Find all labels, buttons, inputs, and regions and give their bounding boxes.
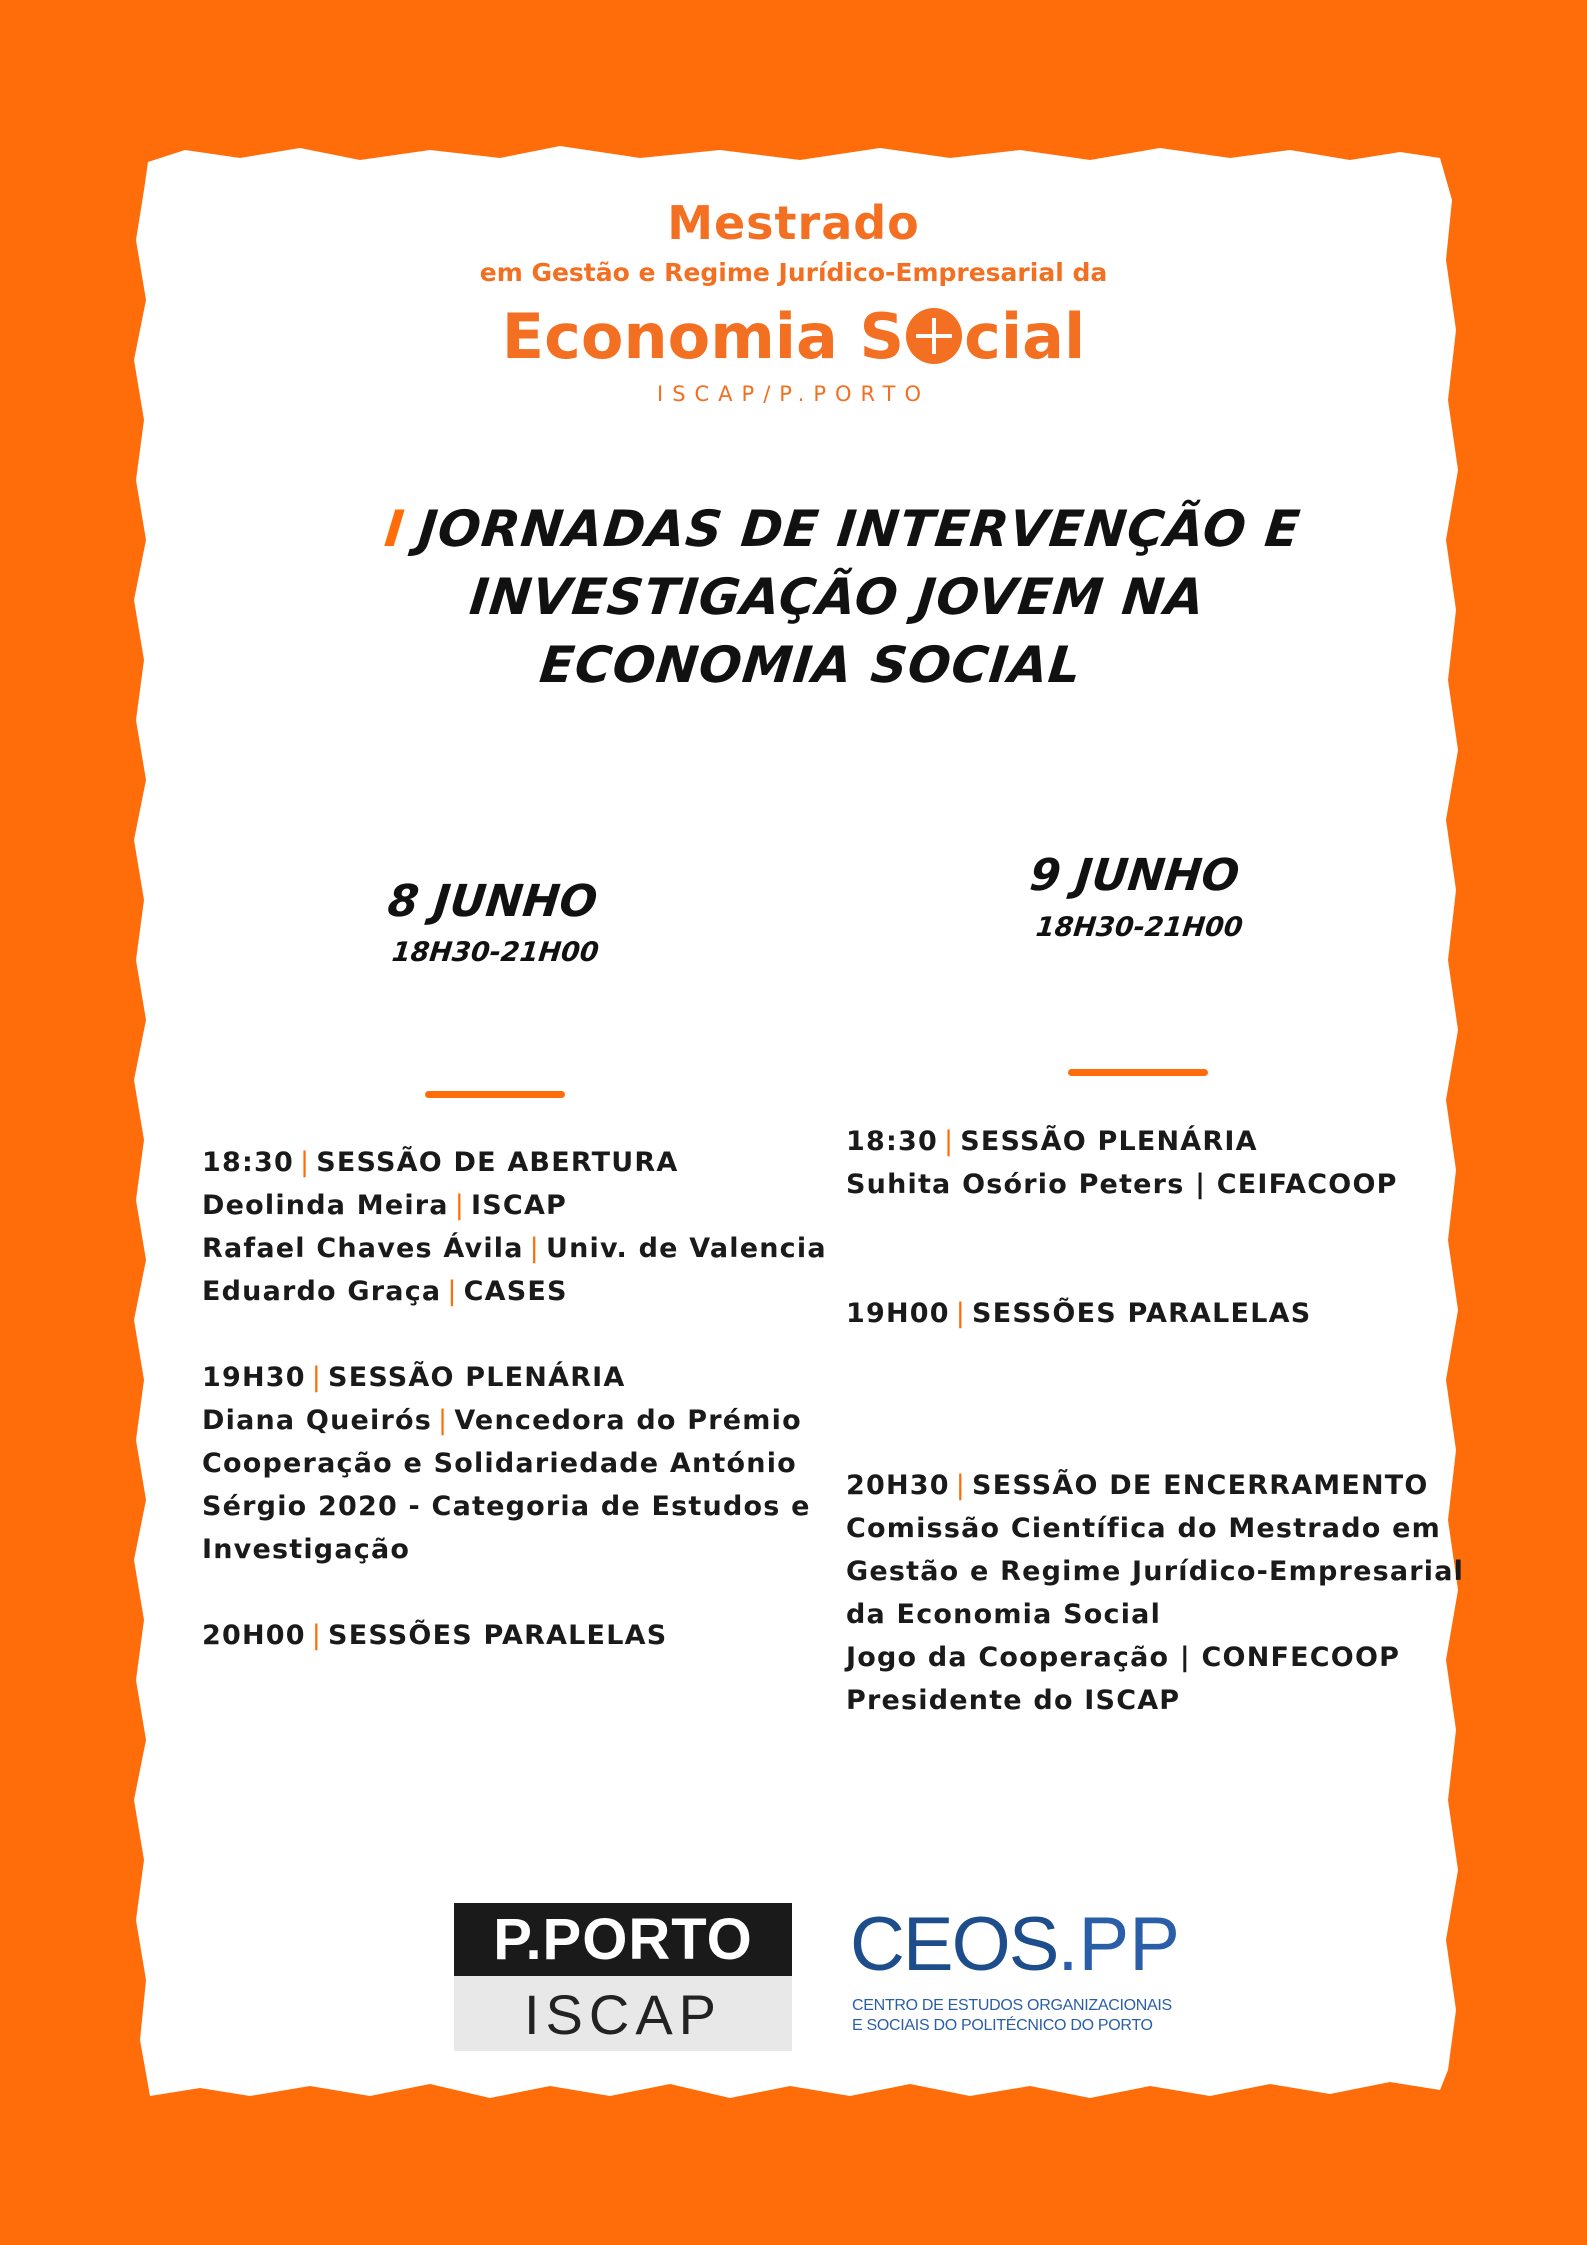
speaker-row: [202, 1227, 827, 1270]
header-social-text: cial: [964, 300, 1086, 373]
spacer: [846, 1206, 1464, 1292]
schedule-session-row: [846, 1120, 1464, 1163]
speaker-row: [202, 1270, 827, 1313]
speaker-org: Vencedora do Prémio: [454, 1405, 802, 1436]
pporto-iscap-logo: [454, 1903, 792, 2051]
day2-schedule: [846, 1120, 1464, 1722]
header-economia-text: Economia S: [501, 300, 905, 373]
session-time: 18:30: [846, 1126, 938, 1157]
ceos-pp-logo: [850, 1902, 1180, 2045]
day1-divider: [425, 1091, 565, 1098]
header-economia-social: [0, 300, 1587, 373]
schedule-session-row: [202, 1614, 827, 1657]
speaker-org: ISCAP: [471, 1190, 568, 1221]
speaker-description: da Economia Social: [846, 1599, 1162, 1630]
speaker-description: Investigação: [202, 1534, 411, 1565]
spacer: [846, 1335, 1464, 1464]
ceos-logo-name: CEOS: [850, 1902, 1058, 1987]
session-time: 19H00: [846, 1298, 950, 1329]
speaker-description: Cooperação e Solidariedade António: [202, 1448, 797, 1479]
speaker-name: Diana Queirós: [202, 1405, 433, 1436]
header-institution: ISCAP/P.PORTO: [657, 382, 930, 406]
session-time: 20H30: [846, 1470, 950, 1501]
event-title-line-3: ECONOMIA SOCIAL: [536, 636, 1085, 694]
session-title: SESSÃO PLENÁRIA: [960, 1126, 1258, 1157]
day1-time: 18H30-21H00: [390, 937, 601, 968]
day2-date: 9 JUNHO: [1027, 850, 1242, 901]
session-title: SESSÃO DE ABERTURA: [316, 1147, 679, 1178]
separator: |: [438, 1405, 449, 1436]
speaker-row: Jogo da Cooperação | CONFECOOP: [846, 1642, 1401, 1673]
day2-time: 18H30-21H00: [1034, 912, 1245, 943]
separator: |: [311, 1620, 323, 1651]
event-title-line-2: INVESTIGAÇÃO JOVEM NA: [466, 568, 1208, 626]
speaker-description: Sérgio 2020 - Categoria de Estudos e: [202, 1491, 811, 1522]
speaker-name: Rafael Chaves Ávila: [202, 1233, 524, 1264]
event-title-line-1-text: JORNADAS DE INTERVENÇÃO E: [415, 500, 1304, 558]
schedule-session-row: [202, 1141, 827, 1184]
separator: |: [529, 1233, 540, 1264]
session-title: SESSÕES PARALELAS: [972, 1298, 1312, 1329]
speaker-description: Comissão Científica do Mestrado em: [846, 1513, 1441, 1544]
speaker-org: CASES: [463, 1276, 568, 1307]
pporto-logo-bottom: ISCAP: [454, 1976, 792, 2051]
ceos-logo-suffix: .PP: [1057, 1902, 1180, 1987]
day2-divider: [1068, 1069, 1208, 1076]
speaker-row: [202, 1184, 827, 1227]
header-mestrado: Mestrado: [667, 196, 920, 250]
speaker-row: Presidente do ISCAP: [846, 1685, 1181, 1716]
separator: |: [447, 1276, 458, 1307]
speaker-org: Univ. de Valencia: [545, 1233, 827, 1264]
schedule-session-row: [846, 1464, 1464, 1507]
session-time: 18:30: [202, 1147, 294, 1178]
schedule-session-row: [846, 1292, 1464, 1335]
schedule-session-row: [202, 1356, 827, 1399]
speaker-row: Suhita Osório Peters | CEIFACOOP: [846, 1169, 1398, 1200]
spacer: [202, 1571, 827, 1614]
separator: |: [299, 1147, 311, 1178]
ceos-logo-subtitle-2: E SOCIAIS DO POLITÉCNICO DO PORTO: [852, 2017, 1153, 2034]
speaker-description: Gestão e Regime Jurídico-Empresarial: [846, 1556, 1465, 1587]
separator: |: [955, 1298, 967, 1329]
event-title-numeral: I: [381, 500, 408, 558]
plus-circle-icon: [906, 308, 962, 364]
speaker-name: Eduardo Graça: [202, 1276, 442, 1307]
ceos-logo-main: [850, 1902, 1180, 1987]
session-title: SESSÕES PARALELAS: [328, 1620, 668, 1651]
day1-date: 8 JUNHO: [385, 876, 600, 927]
speaker-name: Deolinda Meira: [202, 1190, 449, 1221]
header-subtitle: em Gestão e Regime Jurídico-Empresarial da: [479, 258, 1108, 287]
session-time: 19H30: [202, 1362, 306, 1393]
event-title-line-1: [382, 500, 1303, 558]
separator: |: [943, 1126, 955, 1157]
pporto-logo-top: P.PORTO: [454, 1903, 792, 1976]
session-time: 20H00: [202, 1620, 306, 1651]
session-title: SESSÃO PLENÁRIA: [328, 1362, 626, 1393]
separator: |: [311, 1362, 323, 1393]
ceos-logo-subtitle-1: CENTRO DE ESTUDOS ORGANIZACIONAIS: [852, 1997, 1172, 2014]
separator: |: [454, 1190, 466, 1221]
day1-schedule: [202, 1141, 827, 1657]
session-title: SESSÃO DE ENCERRAMENTO: [972, 1470, 1429, 1501]
separator: |: [955, 1470, 967, 1501]
spacer: [202, 1313, 827, 1356]
speaker-row: [202, 1399, 827, 1442]
